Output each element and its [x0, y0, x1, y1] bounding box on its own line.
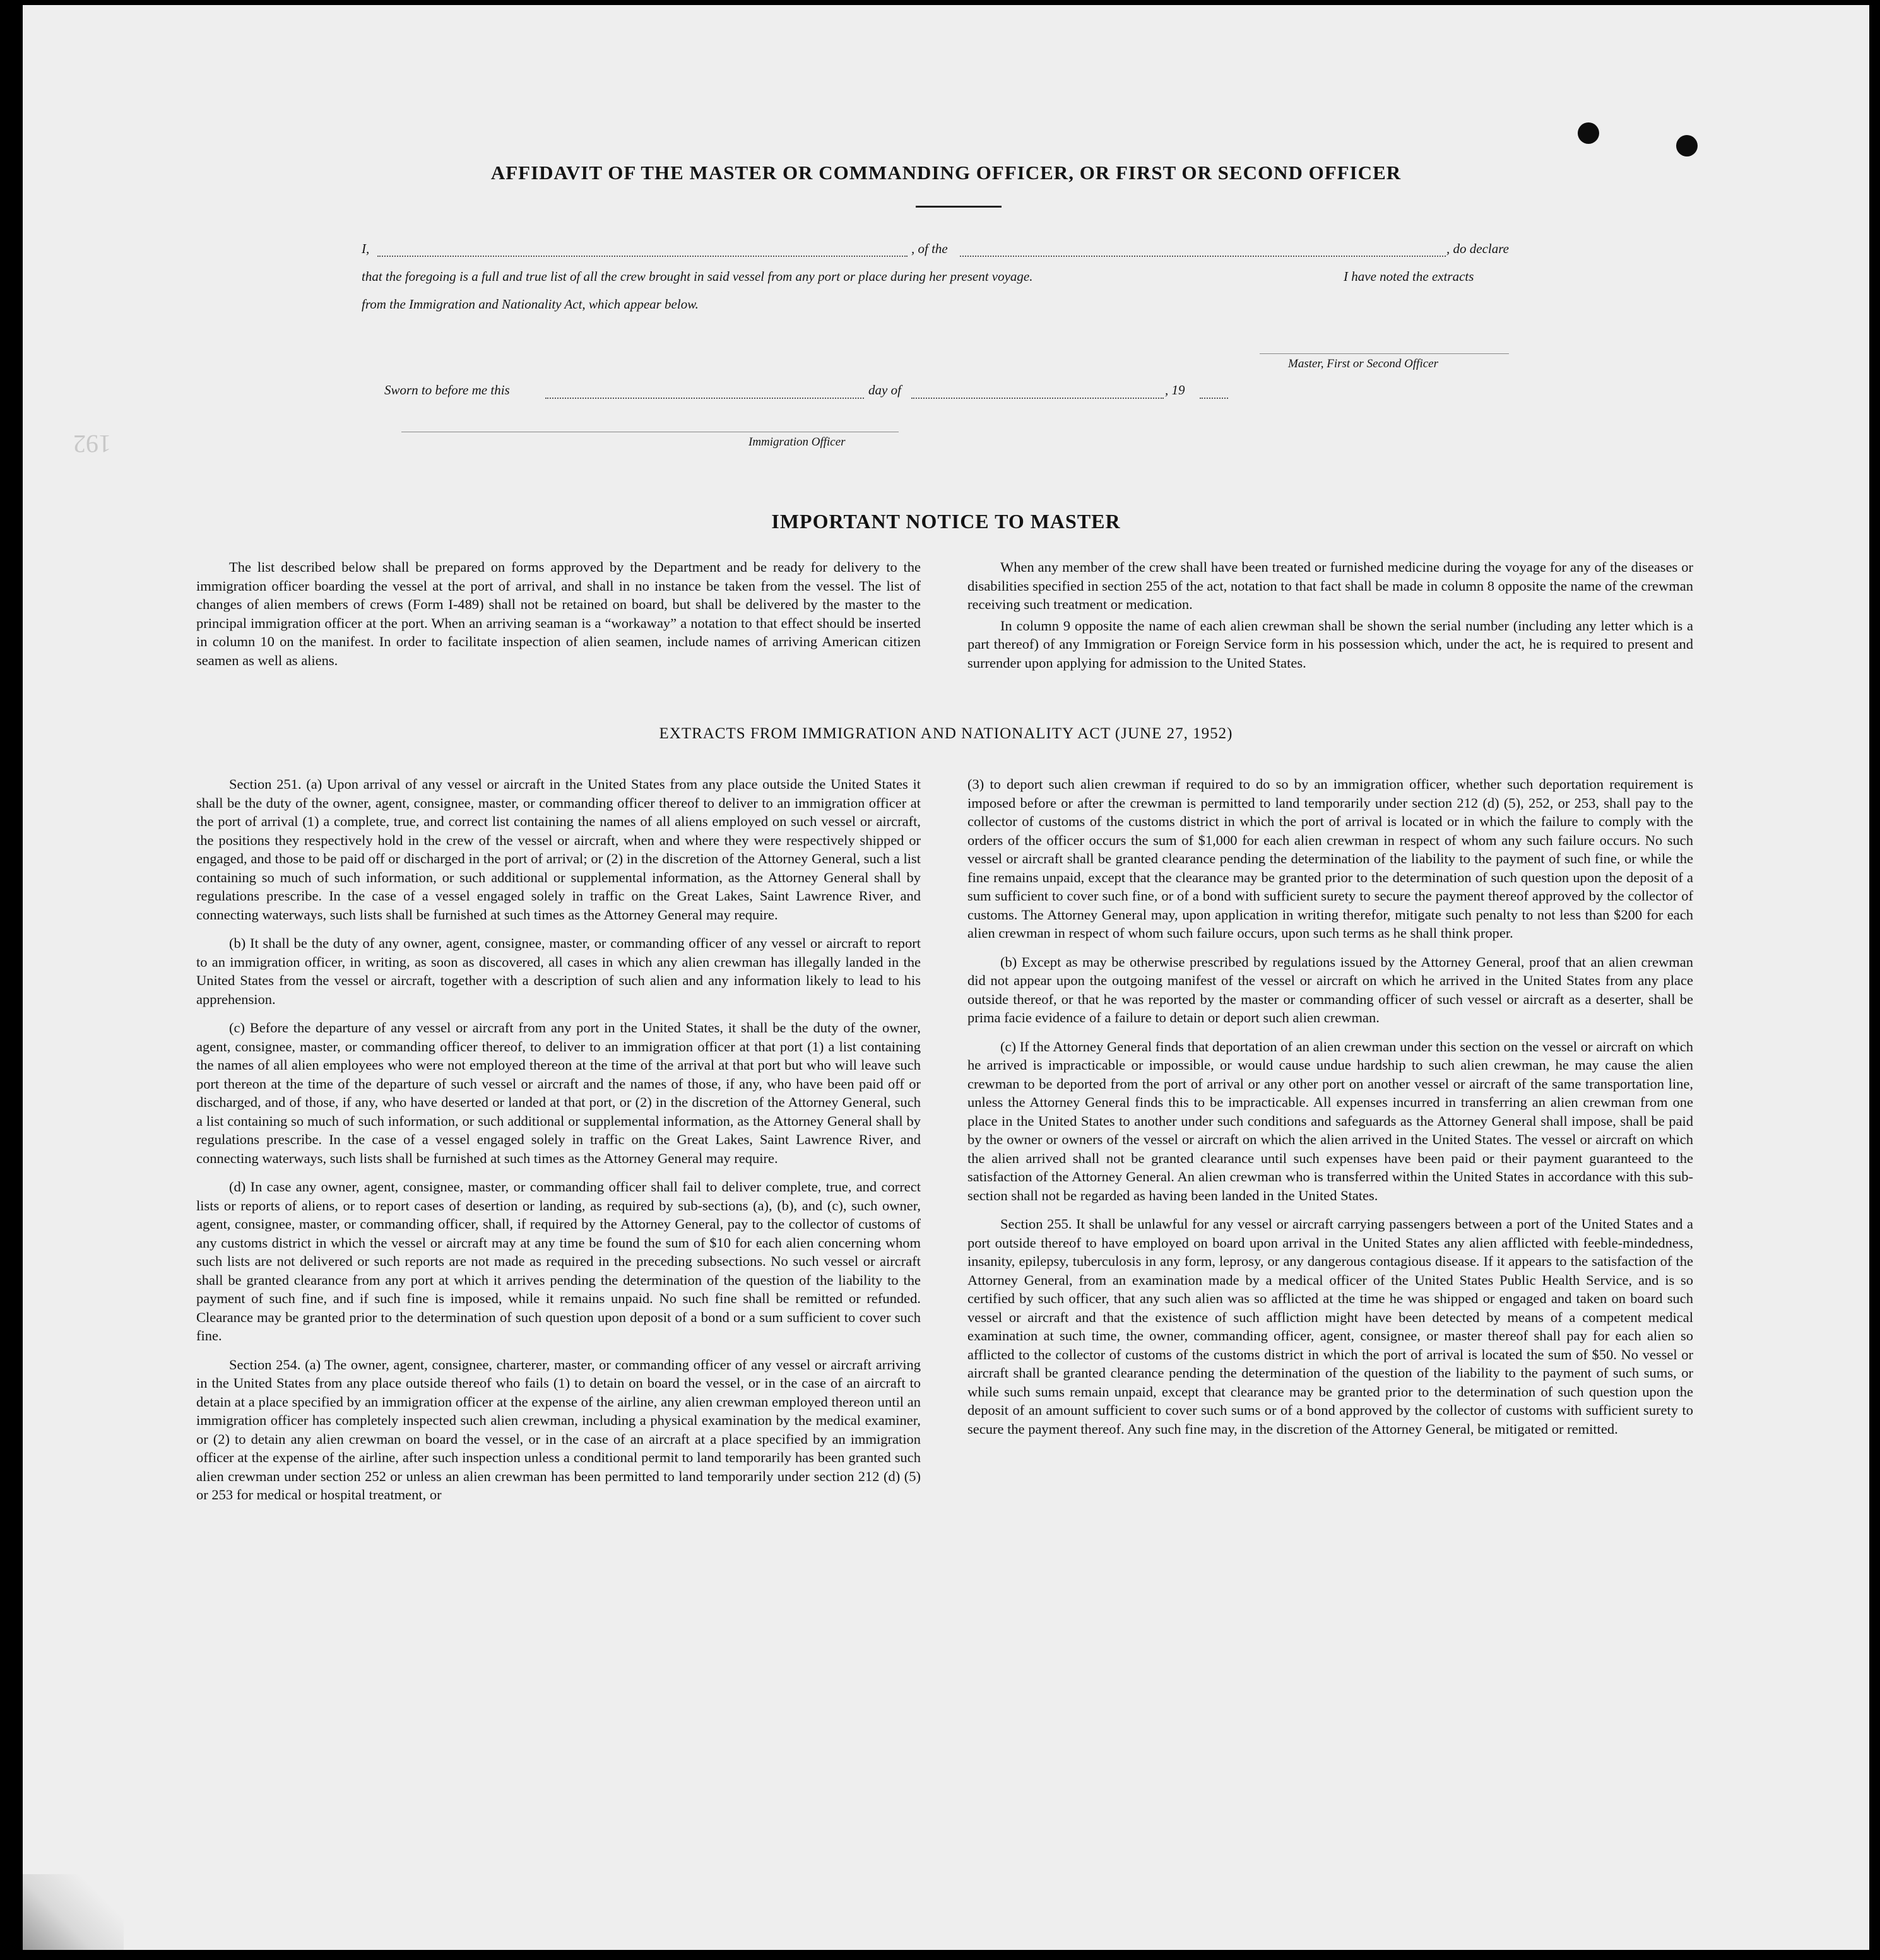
master-signature-label: Master, First or Second Officer — [1288, 357, 1439, 370]
notice-left-paragraph: The list described below shall be prepared on forms approved by the Department and be ready for delivery to the immigration officer boarding the vessel at the port of arrival, and shall in no instance be taken from the vessel. The list of changes of alien members of crews (Form I-489) shall not be retained on board, but shall be delivered by the master to the principal immigration officer at the port. When an arriving seaman is a “workaway” a notation to that effect should be inserted in column 10 on the manifest. In order to facilitate inspection of alien seamen, include names of arriving American citizen seamen as well as aliens. — [196, 559, 921, 668]
punch-hole-2 — [1676, 135, 1698, 156]
sworn-day-line[interactable] — [545, 398, 864, 399]
notice-right-paragraph-1: When any member of the crew shall have been treated or furnished medicine during the voyage for any of the diseases or disabilities specified in section 255 of the act, notation to that fact shall be made in column 8 opposite the name of the crewman receiving such treatment or medication. — [967, 559, 1693, 612]
sworn-year-line[interactable] — [1200, 398, 1228, 399]
declarant-label: I, — [362, 241, 370, 256]
section-254-a: Section 254. (a) The owner, agent, consignee, charterer, master, or commanding officer of any vessel or aircraft arriving in the United States from any place outside thereof who fails (1) to detain on board the vessel, or in the case of an aircraft to detain at a place specified by an immigration officer at the expense of the airline, any alien crewman employed thereon until an immigration officer has completely inspected such alien crewman, including a physical examination by the medical examiner, or (2) to detain any alien crewman on board the vessel, or in the case of an aircraft at a place specified by an immigration officer at the expense of the airline, after such inspection unless a conditional permit to land temporarily has been granted such alien crewman under section 252 or unless an alien crewman has been permitted to land temporarily under section 212 (d) (5) or 253 for medical or hospital treatment, or — [196, 1356, 921, 1502]
declarant-name-line[interactable] — [377, 256, 907, 257]
section-254-a-continued: (3) to deport such alien crewman if required to do so by an immigration officer, whether such deportation requirement is imposed before or after the crewman is permitted to land temporarily under section 212 (d) (5), 252, or 253, shall pay to the collector of customs of the customs district in which the port of arrival is located or in which the failure to comply with the orders of the officer occurs the sum of $1,000 for each alien crewman in respect of whom any such failure occurs. No such vessel or aircraft shall be granted clearance pending the determination of the liability to the payment of such fine, or while the fine remains unpaid, except that the clearance may be granted prior to the determination of such question upon the deposit of a sum sufficient to cover such fine, or of a bond with sufficient surety to secure the payment thereof approved by the collector of customs. The Attorney General may, upon application in writing therefor, mitigate such penalty to not less than $200 for each alien crewman in respect of whom such failure occurs, upon such terms as he shall think proper. — [967, 776, 1693, 941]
section-251-a: Section 251. (a) Upon arrival of any vessel or aircraft in the United States from any place outside the United States it shall be the duty of the owner, agent, consignee, master, or commanding officer thereof to deliver to an immigration officer at the port of arrival (1) a complete, true, and correct list containing the names of all aliens employed on such vessel or aircraft, the positions they respectively hold in the crew of the vessel or aircraft, when and where they were respectively shipped or engaged, and those to be paid off or discharged in the port of arrival; or (2) in the discretion of the Attorney General, such a list containing so much of such information, or such additional or supplemental information, as the Attorney General shall by regulations prescribe. In the case of a vessel engaged solely in traffic on the Great Lakes, Saint Lawrence River, and connecting waterways, such lists shall be furnished at such times as the Attorney General may require. — [196, 776, 921, 923]
extracts-left-column — [196, 775, 921, 1514]
officer-signature-label: Immigration Officer — [748, 435, 846, 449]
punch-hole-1 — [1578, 122, 1599, 144]
title-rule — [916, 206, 1002, 208]
affidavit-line-3: from the Immigration and Nationality Act, which appear below. — [362, 297, 699, 312]
extracts-right-column — [967, 775, 1693, 1448]
notice-right-column — [967, 558, 1693, 682]
affidavit-line-2b: I have noted the extracts — [1344, 269, 1474, 284]
section-255: Section 255. It shall be unlawful for any vessel or aircraft carrying passengers between a port of the United States and a port outside thereof to have employed on board upon arrival in the United States any alien afflicted with feeble-mindedness, insanity, epilepsy, tuberculosis in any form, leprosy, or any dangerous contagious disease. If it appears to the satisfaction of the Attorney General, from an examination made by a medical officer of the United States Public Health Service, and is so certified by such officer, that any such alien was so afflicted at the time he was shipped or engaged and taken on board such vessel or aircraft and that the existence of such affliction might have been detected by means of a competent medical examination at such time, the owner, commanding officer, agent, consignee, or master thereof shall pay for each alien so afflicted to the collector of customs of the customs district in which the port of arrival is located the sum of $50. No vessel or aircraft shall be granted clearance pending the determination of the question of the liability to the payment of such sums, or while such sums remain unpaid, except that clearance may be granted prior to the determination of such question upon the deposit of an amount sufficient to cover such sums or of a bond approved by the collector of customs with sufficient surety to secure the payment thereof. Any such fine may, in the discretion of the Attorney General, be mitigated or remitted. — [967, 1216, 1693, 1437]
affidavit-line-2a: that the foregoing is a full and true list of all the crew brought in said vessel from any port or place during her present voyage. — [362, 269, 1033, 284]
sworn-month-line[interactable] — [911, 398, 1164, 399]
section-251-c: (c) Before the departure of any vessel or aircraft from any port in the United States, it shall be the duty of the owner, agent, consignee, master, or commanding officer thereof, to deliver to an immigration officer at that port (1) a list containing the names of all alien employees who were not employed thereon at the time of the arrival at that port but who will leave such port thereon at the time of the departure of such vessel or aircraft and the names of those, if any, who have been paid off or discharged, and of those, if any, who have deserted or landed at that port, or (2) in the discretion of the Attorney General, such a list containing so much of such information, or such additional or supplemental information, as the Attorney General shall by regulations prescribe. In the case of a vessel engaged solely in traffic on the Great Lakes, Saint Lawrence River, and connecting waterways, such lists shall be furnished at such times as the Attorney General may require. — [196, 1020, 921, 1166]
section-254-c: (c) If the Attorney General finds that deportation of an alien crewman under this section on the vessel or aircraft on which he arrived is impracticable or impossible, or would cause undue hardship to such alien crewman, he may cause the alien crewman to be deported from the port of arrival or any other port on another vessel or aircraft of the same transportation line, unless the Attorney General finds this to be impracticable. All expenses incurred in transferring an alien crewman from one place in the United States to another under such conditions and safeguards as the Attorney General shall impose, shall be paid by the owner or owners of the vessel or aircraft on which the alien arrived in the United States. The vessel or aircraft on which the alien arrived shall not be granted clearance until such expenses have been paid or their payment guaranteed to the satisfaction of the Attorney General. An alien crewman who is transferred within the United States in accordance with this sub-section shall not be regarded as having been landed in the United States. — [967, 1038, 1693, 1203]
notice-title: IMPORTANT NOTICE TO MASTER — [771, 510, 1121, 533]
master-signature-line[interactable] — [1260, 353, 1509, 354]
scan-shadow — [23, 1874, 124, 1950]
affidavit-title: AFFIDAVIT OF THE MASTER OR COMMANDING OFFICER, OR FIRST OR SECOND OFFICER — [490, 162, 1402, 184]
of-the-label: , of the — [911, 241, 948, 256]
extracts-title: EXTRACTS FROM IMMIGRATION AND NATIONALITY ACT (JUNE 27, 1952) — [659, 725, 1233, 742]
section-251-b: (b) It shall be the duty of any owner, agent, consignee, master, or commanding officer of any vessel or aircraft to report to an immigration officer, in writing, as soon as discovered, all cases in which any alien crewman has illegally landed in the United States from the vessel or aircraft, together with a description of such alien and any information likely to lead to his apprehension. — [196, 935, 921, 1007]
section-251-d: (d) In case any owner, agent, consignee, master, or commanding officer shall fail to deliver complete, true, and correct lists or reports of aliens, or to report cases of desertion or landing, as required by sub-sections (a), (b), and (c), such owner, agent, consignee, master, or commanding officer, shall, if required by the Attorney General, pay to the collector of customs of any customs district in which the vessel or aircraft may at any time be found the sum of $10 for each alien concerning whom such lists are not delivered or such reports are not made as required in the preceding subsections. No such vessel or aircraft shall be granted clearance from any port at which it arrives pending the determination of the question of the liability to the payment of such fine, and if such fine is imposed, while it remains unpaid. No such fine shall be remitted or refunded. Clearance may be granted prior to the determination of such question upon deposit of a bond or a sum sufficient to cover such fine. — [196, 1179, 921, 1343]
document-page — [23, 5, 1869, 1950]
sworn-label: Sworn to before me this — [384, 382, 510, 398]
year-prefix-label: , 19 — [1165, 382, 1185, 398]
section-254-b: (b) Except as may be otherwise prescribed by regulations issued by the Attorney General, proof that an alien crewman did not appear upon the outgoing manifest of the vessel or aircraft on which he arrived in the United States from any place outside thereof, or that he was reported by the master or commanding officer of such vessel or aircraft as a deserter, shall be prima facie evidence of a failure to detain or deport such alien crewman. — [967, 953, 1693, 1025]
notice-right-paragraph-2: In column 9 opposite the name of each alien crewman shall be shown the serial number (including any letter which is a part thereof) of any Immigration or Foreign Service form in his possession which, under the act, he is required to present and surrender upon applying for admission to the United States. — [967, 617, 1693, 671]
do-declare-label: , do declare — [1446, 241, 1509, 256]
day-of-label: day of — [868, 382, 901, 398]
side-number: 192 — [73, 430, 111, 458]
vessel-name-line[interactable] — [960, 256, 1446, 257]
notice-left-column — [196, 558, 921, 680]
